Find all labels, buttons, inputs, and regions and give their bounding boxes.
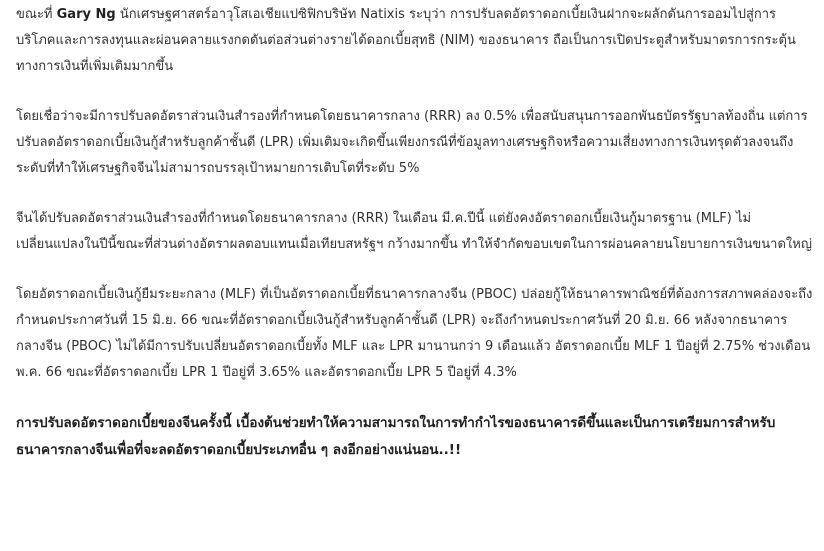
paragraph-conclusion: การปรับลดอัตราดอกเบี้ยของจีนครั้งนี้ เบื้องต้นช่วยทำให้ความสามารถในการทำกำไรของธนาคารดีขึ้นและเป็นการเตรียมการสำหรับธนาคารกลางจีนเพื่อที่จะลดอัตราดอกเบี้ยประเภทอื่น ๆ ลงอีกอย่างแน่นอน..!!: [16, 415, 776, 458]
paragraph-rrr-cut: จีนได้ปรับลดอัตราส่วนเงินสำรองที่กำหนดโดยธนาคารกลาง (RRR) ในเดือน มี.ค.ปีนี้ แต่ยังคงอัตราดอกเบี้ยเงินกู้มาตรฐาน (MLF) ไม่เปลี่ยนแปลงในปีนี้ขณะที่ส่วนต่างอัตราผลตอบแทนเมื่อเทียบสหรัฐฯ กว้างมากขึ้น ทำให้จำกัดขอบเขตในการผ่อนคลายนโยบายการเงินขนาดใหญ่: [16, 211, 812, 252]
paragraph-mlf-lpr-rates: โดยอัตราดอกเบี้ยเงินกู้ยืมระยะกลาง (MLF) ที่เป็นอัตราดอกเบี้ยที่ธนาคารกลางจีน (PBOC) ปล่อยกู้ให้ธนาคารพาณิชย์ที่ต้องการสภาพคล่องจะถึงกำหนดประกาศวันที่ 15 มิ.ย. 66 ขณะที่อัตราดอกเบี้ยเงินกู้สำหรับลูกค้าชั้นดี (LPR) จะถึงกำหนดประกาศวันที่ 20 มิ.ย. 66 หลังจากธนาคารกลางจีน (PBOC) ไม่ได้มีการปรับเปลี่ยนอัตราดอกเบี้ยทั้ง MLF และ LPR มานานกว่า 9 เดือนแล้ว อัตราดอกเบี้ย MLF 1 ปีอยู่ที่ 2.75% ช่วงเดือน พ.ค. 66 ขณะที่อัตราดอกเบี้ย LPR 1 ปีอยู่ที่ 3.65% และอัตราดอกเบี้ย LPR 5 ปีอยู่ที่ 4.3%: [16, 287, 813, 380]
paragraph-natixis-comment: [16, 2, 814, 80]
economist-name: Gary Ng: [56, 7, 116, 22]
paragraph-lead: ขณะที่: [16, 7, 57, 22]
paragraph-rest: นักเศรษฐศาสตร์อาวุโสเอเชียแปซิฟิกบริษัท Natixis ระบุว่า การปรับลดอัตราดอกเบี้ยเงินฝากจะผลักดันการออมไปสู่การบริโภคและการลงทุนและผ่อนคลายแรงกดดันต่อส่วนต่างรายได้ดอกเบี้ยสุทธิ (NIM) ของธนาคาร ถือเป็นการเปิดประตูสำหรับมาตรการกระตุ้นทางการเงินที่เพิ่มเติมมากขึ้น: [16, 7, 796, 74]
paragraph-rrr-expectation: โดยเชื่อว่าจะมีการปรับลดอัตราส่วนเงินสำรองที่กำหนดโดยธนาคารกลาง (RRR) ลง 0.5% เพื่อสนับสนุนการออกพันธบัตรรัฐบาลท้องถิ่น แต่การปรับลดอัตราดอกเบี้ยเงินกู้สำหรับลูกค้าชั้นดี (LPR) เพิ่มเติมจะเกิดขึ้นเพียงกรณีที่ข้อมูลทางเศรษฐกิจหรือความเสี่ยงทางการเงินทรุดตัวลงจนถึงระดับที่ทำให้เศรษฐกิจจีนไม่สามารถบรรลุเป้าหมายการเติบโตที่ระดับ 5%: [16, 109, 808, 176]
